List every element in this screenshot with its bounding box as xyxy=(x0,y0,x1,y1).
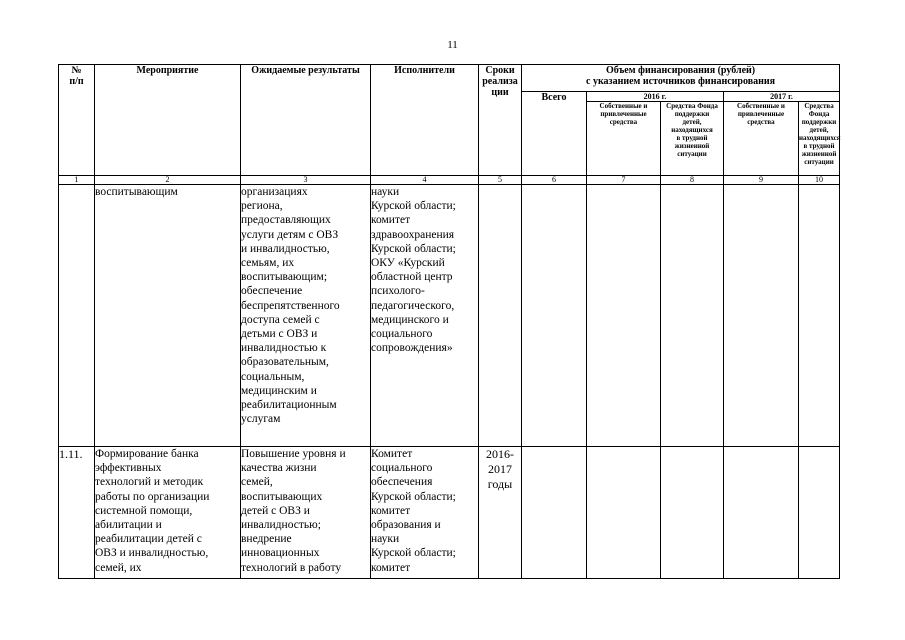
header-fund-funds-2017: Средства Фонда поддержки детей, находящихся в трудной жизненной ситуации xyxy=(799,102,840,176)
header-year-2017: 2017 г. xyxy=(724,92,840,102)
row-number: 1.11. xyxy=(59,447,95,579)
header-results: Ожидаемые результаты xyxy=(241,65,371,176)
column-number: 3 xyxy=(241,176,371,185)
column-number: 2 xyxy=(95,176,241,185)
column-number: 6 xyxy=(522,176,587,185)
header-year-2016: 2016 г. xyxy=(587,92,724,102)
row-executors: Комитет социального обеспечения Курской области; комитет образования и науки Курской области; комитет xyxy=(371,447,479,579)
row-fund-2017 xyxy=(799,185,840,447)
column-number-row xyxy=(59,176,840,185)
row-executors: науки Курской области; комитет здравоохранения Курской области; ОКУ «Курский областной центр психолого- педагогического, медицинского и социального сопровождения» xyxy=(371,185,479,447)
header-own-funds-2017: Собственные и привлеченные средства xyxy=(724,102,799,176)
row-results: Повышение уровня и качества жизни семей, воспитывающих детей с ОВЗ и инвалидностью; внедрение инновационных технологий в работу xyxy=(241,447,371,579)
row-fund-2016 xyxy=(661,447,724,579)
header-terms: Сроки реализа ции xyxy=(479,65,522,176)
row-fund-2016 xyxy=(661,185,724,447)
header-fund-funds-2016: Средства Фонда поддержки детей, находящихся в трудной жизненной ситуации xyxy=(661,102,724,176)
table-row xyxy=(59,447,840,579)
row-number xyxy=(59,185,95,447)
row-event: воспитывающим xyxy=(95,185,241,447)
header-executors: Исполнители xyxy=(371,65,479,176)
row-own-2017 xyxy=(724,185,799,447)
column-number: 9 xyxy=(724,176,799,185)
row-total xyxy=(522,447,587,579)
column-number: 1 xyxy=(59,176,95,185)
row-fund-2017 xyxy=(799,447,840,579)
row-own-2016 xyxy=(587,447,661,579)
column-number: 7 xyxy=(587,176,661,185)
page-number: 11 xyxy=(447,39,458,51)
row-own-2017 xyxy=(724,447,799,579)
column-number: 8 xyxy=(661,176,724,185)
column-number: 10 xyxy=(799,176,840,185)
funding-table xyxy=(58,64,840,579)
header-num: № п/п xyxy=(59,65,95,176)
row-total xyxy=(522,185,587,447)
header-total: Всего xyxy=(522,92,587,176)
row-results: организациях региона, предоставляющих услуги детям с ОВЗ и инвалидностью, семьям, их воспитывающим; обеспечение беспрепятственного доступа семей с детьми с ОВЗ и инвалидностью к образовательным, социальным, медицинским и реабилитационным услугам xyxy=(241,185,371,447)
header-event: Мероприятие xyxy=(95,65,241,176)
row-terms: 2016- 2017 годы xyxy=(479,447,522,579)
header-funding-title: Объем финансирования (рублей) с указанием источников финансирования xyxy=(522,65,840,92)
header-own-funds-2016: Собственные и привлеченные средства xyxy=(587,102,661,176)
column-number: 5 xyxy=(479,176,522,185)
table-row xyxy=(59,185,840,447)
row-event: Формирование банка эффективных технологий и методик работы по организации системной помощи, абилитации и реабилитации детей с ОВЗ и инвалидностью, семей, их xyxy=(95,447,241,579)
row-own-2016 xyxy=(587,185,661,447)
row-terms xyxy=(479,185,522,447)
column-number: 4 xyxy=(371,176,479,185)
